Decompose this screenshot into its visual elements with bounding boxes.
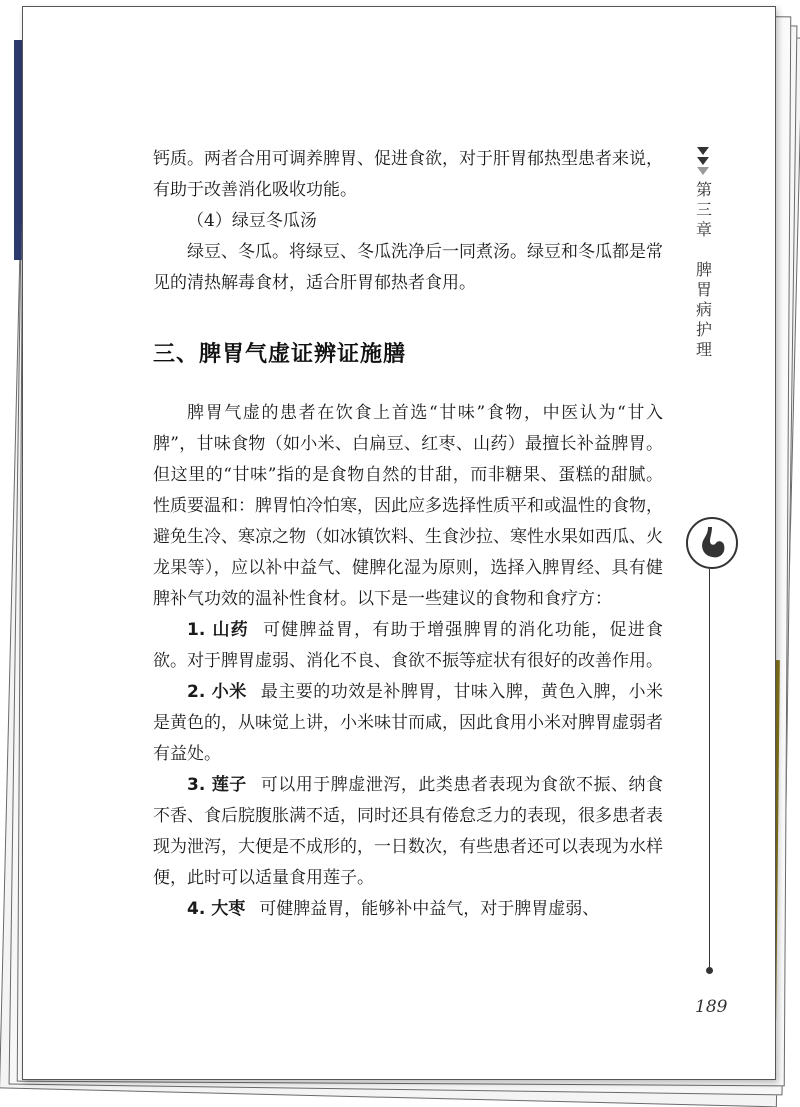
sidebar-line: [709, 569, 710, 969]
food-item-label: 2. 小米: [187, 682, 247, 702]
triangle-marker-icon: [697, 147, 709, 155]
food-item-label: 3. 莲子: [187, 775, 247, 795]
chapter-number: 第三章: [693, 181, 713, 241]
food-item-text: 最主要的功效是补脾胃，甘味入脾，黄色入脾，小米是黄色的，从味觉上讲，小米味甘而咸，因此食用小米对脾胃虚弱者有益处。: [153, 682, 663, 764]
food-item-3: [153, 770, 663, 894]
page-content: [153, 144, 663, 925]
chapter-title: 脾胃病护理: [693, 261, 713, 361]
food-item-text: 可健脾益胃，有助于增强脾胃的消化功能，促进食欲。对于脾胃虚弱、消化不良、食欲不振等症状有很好的改善作用。: [153, 620, 663, 671]
food-item-4: [153, 894, 663, 925]
food-item-text: 可健脾益胃，能够补中益气，对于脾胃虚弱、: [259, 899, 600, 919]
food-item-text: 可以用于脾虚泄泻，此类患者表现为食欲不振、纳食不香、食后脘腹胀满不适，同时还具有倦怠乏力的表现，很多患者表现为泄泻，大便是不成形的，一日数次，有些患者还可以表现为水样便，此时可以适量食用莲子。: [153, 775, 663, 888]
continued-paragraph: 钙质。两者合用可调养脾胃、促进食欲，对于肝胃郁热型患者来说，有助于改善消化吸收功能。: [153, 149, 663, 200]
page-number: 189: [695, 997, 728, 1017]
recipe-4-text: 绿豆、冬瓜。将绿豆、冬瓜洗净后一同煮汤。绿豆和冬瓜都是常见的清热解毒食材，适合肝胃郁热者食用。: [153, 242, 663, 293]
blue-page-edge: [14, 40, 22, 260]
food-item-label: 4. 大枣: [187, 899, 246, 919]
food-item-1: [153, 615, 663, 677]
food-item-2: [153, 677, 663, 770]
section-title: 三、脾胃气虚证辨证施膳: [153, 342, 407, 367]
intro-paragraph: 脾胃气虚的患者在饮食上首选“甘味”食物，中医认为“甘入脾”，甘味食物（如小米、白扁豆、红枣、山药）最擅长补益脾胃。但这里的“甘味”指的是食物自然的甘甜，而非糖果、蛋糕的甜腻。性质要温和：脾胃怕冷怕寒，因此应多选择性质平和或温性的食物，避免生冷、寒凉之物（如冰镇饮料、生食沙拉、寒性水果如西瓜、火龙果等），应以补中益气、健脾化湿为原则，选择入脾胃经、具有健脾补气功效的温补性食材。以下是一些建议的食物和食疗方：: [153, 403, 663, 609]
book-page: [22, 6, 776, 1080]
triangle-marker-icon: [697, 157, 709, 165]
triangle-marker-icon: [697, 167, 709, 175]
sidebar-line-end: [706, 967, 713, 974]
chapter-sidebar: [683, 147, 723, 361]
recipe-4-title: （4）绿豆冬瓜汤: [187, 211, 317, 231]
stomach-icon: [686, 517, 738, 569]
food-item-label: 1. 山药: [187, 620, 249, 640]
